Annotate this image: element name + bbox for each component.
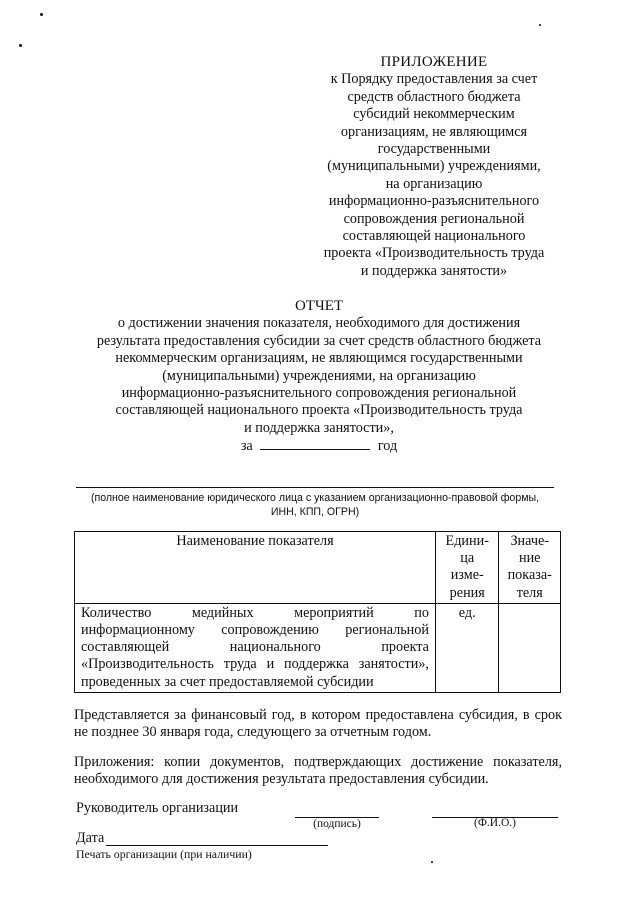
report-line: некоммерческим организациям, не являющимся государственными bbox=[115, 350, 523, 367]
appendix-header bbox=[300, 54, 568, 280]
appendix-line: субсидий некоммерческим bbox=[353, 106, 515, 123]
report-year-line bbox=[66, 437, 572, 455]
date-field[interactable] bbox=[106, 845, 328, 846]
appendix-title: ПРИЛОЖЕНИЕ bbox=[380, 54, 488, 70]
appendix-line: и поддержка занятости» bbox=[360, 262, 508, 279]
org-name-field[interactable] bbox=[76, 487, 554, 488]
attachments-note: Приложения: копии документов, подтверждающих достижение показателя, необходимого для достижения результата предоставления субсидии. bbox=[74, 754, 562, 788]
indicator-table bbox=[74, 531, 561, 693]
full-name-caption: (Ф.И.О.) bbox=[474, 817, 516, 829]
header-value: Значе- ние показа- теля bbox=[499, 532, 561, 604]
signature-caption: (подпись) bbox=[313, 818, 361, 830]
appendix-line: средств областного бюджета bbox=[347, 88, 521, 105]
appendix-line: на организацию bbox=[385, 175, 483, 192]
report-header bbox=[66, 298, 572, 456]
report-line: результата предоставления субсидии за счет средств областного бюджета bbox=[96, 332, 542, 349]
cell-unit: ед. bbox=[435, 603, 499, 692]
submit-note: Представляется за финансовый год, в котором предоставлена субсидия, в срок не позднее 30 января года, следующего за отчетным годом. bbox=[74, 707, 562, 741]
appendix-line: государственными bbox=[377, 141, 491, 158]
scan-speck bbox=[431, 861, 433, 863]
year-blank-field[interactable] bbox=[260, 437, 370, 450]
org-name-caption bbox=[76, 491, 554, 519]
report-line: составляющей национального проекта «Производительность труда bbox=[115, 402, 523, 419]
table-header-row bbox=[75, 532, 561, 604]
cell-value[interactable] bbox=[499, 603, 561, 692]
cell-indicator-name: Количество медийных мероприятий по информационному сопровождению региональной составляющей национального проекта «Производительность труда и поддержка занятости», проведенных за счет предоставляемой субсидии bbox=[75, 603, 436, 692]
report-title: ОТЧЕТ bbox=[294, 298, 344, 314]
appendix-line: составляющей национального bbox=[342, 228, 526, 245]
header-unit: Едини- ца изме- рения bbox=[435, 532, 499, 604]
header-indicator-name: Наименование показателя bbox=[75, 532, 436, 604]
year-prefix: за bbox=[240, 438, 253, 455]
scan-speck bbox=[19, 44, 22, 47]
report-line: информационно-разъяснительного сопровождения региональной bbox=[121, 385, 517, 402]
head-label: Руководитель организации bbox=[76, 800, 239, 816]
scan-speck bbox=[539, 24, 541, 26]
report-line: о достижении значения показателя, необходимого для достижения bbox=[117, 315, 521, 332]
appendix-line: к Порядку предоставления за счет bbox=[330, 71, 538, 88]
appendix-line: информационно-разъяснительного bbox=[328, 193, 540, 210]
org-caption-line: (полное наименование юридического лица с указанием организационно-правовой формы, bbox=[90, 492, 540, 504]
stamp-label: Печать организации (при наличии) bbox=[76, 847, 252, 861]
report-line: и поддержка занятости», bbox=[244, 419, 394, 436]
date-label: Дата bbox=[76, 830, 105, 846]
table-row bbox=[75, 603, 561, 692]
appendix-line: организациям, не являющимся bbox=[340, 123, 528, 140]
scan-speck bbox=[40, 13, 43, 16]
appendix-line: проекта «Производительность труда bbox=[323, 245, 545, 262]
year-suffix: год bbox=[377, 438, 398, 455]
org-caption-line: ИНН, КПП, ОГРН) bbox=[270, 506, 360, 518]
appendix-line: (муниципальными) учреждениями, bbox=[327, 158, 541, 175]
appendix-line: сопровождения региональной bbox=[343, 210, 525, 227]
report-line: (муниципальными) учреждениями, на организацию bbox=[162, 367, 476, 384]
